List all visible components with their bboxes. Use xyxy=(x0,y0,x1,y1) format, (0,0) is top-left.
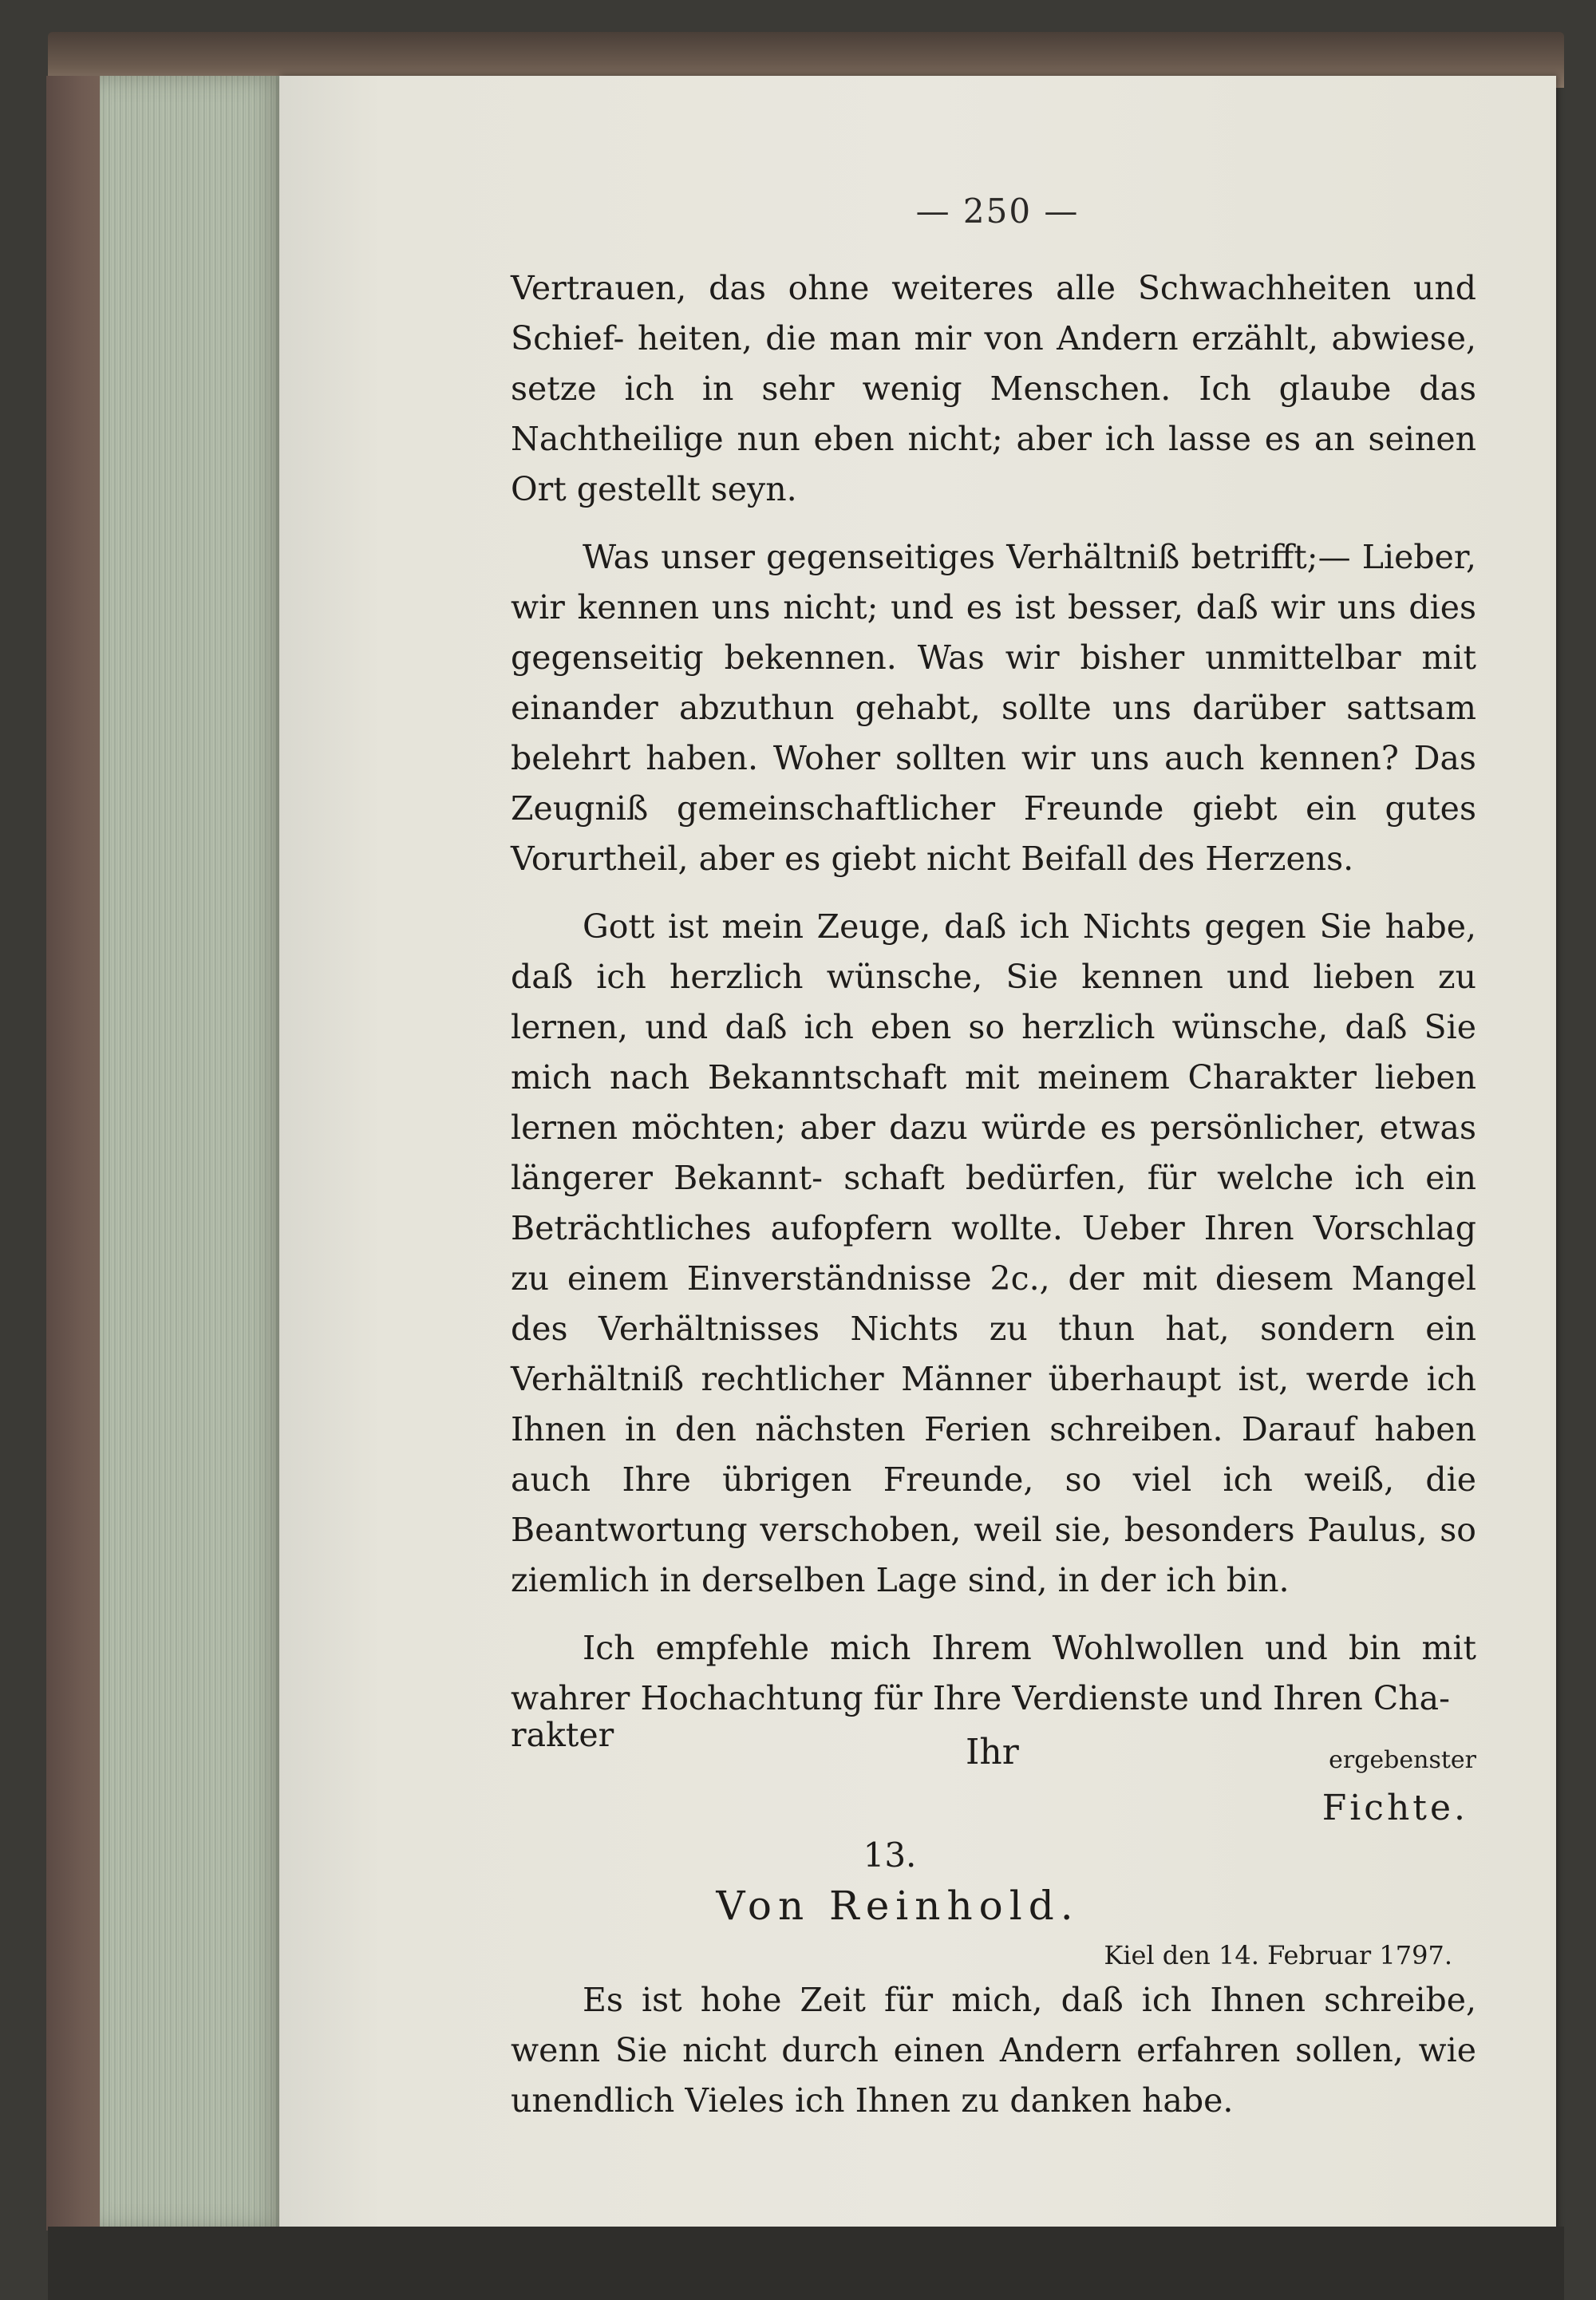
closing-tail: rakter xyxy=(511,1716,614,1754)
section-title: Von Reinhold. xyxy=(716,1883,1080,1929)
paragraph-5 xyxy=(511,1975,1476,2126)
text-line: die Beantwortung verschoben, weil sie, besonders Paulus, xyxy=(511,1460,1476,1549)
text-line: heiten, die man mir von Andern erzählt, abwiese, setze ich xyxy=(511,319,1476,408)
text-line: wenn Sie nicht durch einen Andern erfahren sollen, wie xyxy=(511,2031,1476,2069)
text-line: schaft bedürfen, für welche ich ein Beträchtliches aufopfern xyxy=(511,1159,1476,1247)
paragraph-3 xyxy=(511,902,1476,1606)
text-line: wahrer Hochachtung für Ihre Verdienste und Ihren Cha- xyxy=(511,1679,1450,1717)
text-line: Darauf haben auch Ihre übrigen Freunde, so viel ich weiß, xyxy=(511,1410,1476,1499)
text-line: aber dazu würde es persönlicher, etwas längerer Bekannt- xyxy=(511,1109,1476,1197)
letter-closing xyxy=(511,1716,1476,1828)
text-line: Bekanntschaft mit meinem Charakter lieben lernen möchten; xyxy=(511,1058,1476,1147)
text-line: der mit diesem Mangel des Verhältnisses Nichts zu thun xyxy=(511,1259,1476,1348)
page-text xyxy=(511,263,1476,2126)
text-line: ist, werde ich Ihnen in den nächsten Ferien schreiben. xyxy=(511,1360,1476,1448)
text-line: Es ist hohe Zeit für mich, daß ich Ihnen schreibe, xyxy=(583,1981,1476,2019)
text-line: und daß ich eben so herzlich wünsche, daß Sie mich nach xyxy=(511,1008,1476,1097)
page-stack-edge xyxy=(100,76,287,2231)
text-line: so ziemlich in derselben Lage sind, in der ich bin. xyxy=(511,1511,1476,1599)
letter-dateline: Kiel den 14. Februar 1797. xyxy=(1104,1940,1452,1970)
paragraph-1 xyxy=(511,263,1476,515)
text-line: wir kennen uns nicht; und es ist besser, daß wir uns dies xyxy=(511,588,1476,626)
text-line: Gott ist mein Zeuge, daß ich Nichts gegen Sie habe, xyxy=(583,907,1476,946)
text-line: unendlich Vieles ich Ihnen zu danken habe. xyxy=(511,2081,1234,2120)
text-line: es giebt nicht Beifall des Herzens. xyxy=(784,840,1354,878)
text-line: einander abzuthun gehabt, sollte uns darüber sattsam belehrt xyxy=(511,689,1476,777)
bottom-shadow xyxy=(48,2227,1564,2300)
text-line: Was unser gegenseitiges Verhältniß betrifft;— Lieber, xyxy=(583,538,1476,576)
text-line: haben. Woher sollten wir uns auch kennen? Das Zeugniß xyxy=(511,739,1476,828)
text-line: wollte. Ueber Ihren Vorschlag zu einem Einverständnisse 2c., xyxy=(511,1209,1476,1298)
text-line: daß ich herzlich wünsche, Sie kennen und lieben zu lernen, xyxy=(511,958,1476,1046)
signature-name: Fichte. xyxy=(1321,1788,1468,1828)
text-line: gegenseitig bekennen. Was wir bisher unmittelbar mit xyxy=(511,638,1476,677)
text-line: hat, sondern ein Verhältniß rechtlicher Männer überhaupt xyxy=(511,1310,1476,1398)
closing-ergebenster: ergebenster xyxy=(1329,1746,1476,1774)
text-line: in sehr wenig Menschen. Ich glaube das Nachtheilige nun xyxy=(511,370,1476,458)
text-line: Vertrauen, das ohne weiteres alle Schwachheiten und Schief- xyxy=(511,269,1476,358)
closing-ihr: Ihr xyxy=(966,1732,1019,1772)
page-number: — 250 — xyxy=(915,192,1080,231)
text-line: eben nicht; aber ich lasse es an seinen Ort gestellt seyn. xyxy=(511,420,1476,508)
paragraph-4 xyxy=(511,1623,1476,1724)
paragraph-2 xyxy=(511,532,1476,884)
text-line: Ich empfehle mich Ihrem Wohlwollen und bin mit xyxy=(583,1629,1476,1667)
section-number: 13. xyxy=(863,1836,917,1875)
text-line: gemeinschaftlicher Freunde giebt ein gutes Vorurtheil, aber xyxy=(511,789,1476,878)
